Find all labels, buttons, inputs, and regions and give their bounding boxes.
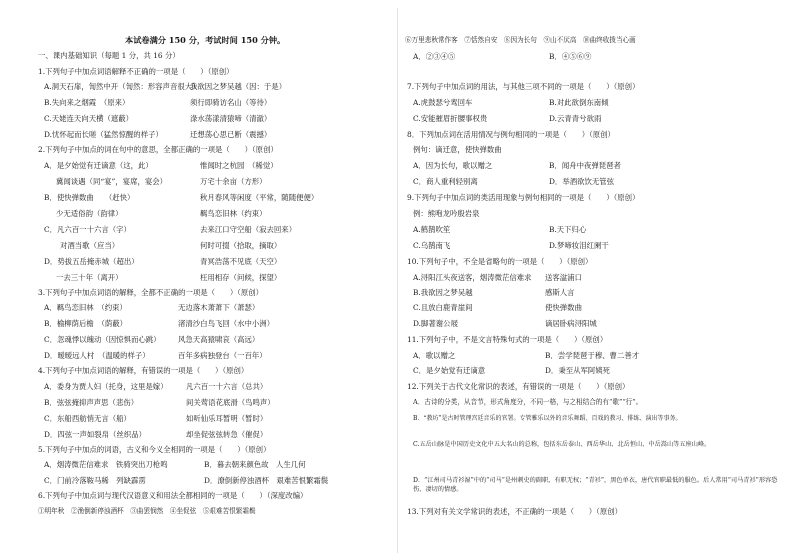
question-12-stem: 12.下列关于古代文化常识的表述，有错误的一项是（ ）（原创） bbox=[407, 382, 630, 391]
right-column bbox=[397, 0, 794, 560]
q5-option-c: C．门前冷落鞍马稀 列缺霹雳 bbox=[44, 476, 146, 485]
q2-option-d2: 青冥浩荡不见底（天空） bbox=[200, 257, 282, 266]
q2-option-c2: 去来江口守空船（寂去回来） bbox=[200, 225, 297, 234]
q1-option-c: C.天姥连天向天横（遮蔽） bbox=[44, 114, 134, 123]
q12-option-a: A．古诗的分类，从音节，形式角度分，不同一格，与之相结合的有“歌”“行”。 bbox=[413, 398, 643, 406]
q2-option-b4: 羁鸟恋旧林（约束） bbox=[200, 209, 267, 218]
q3-option-c2: 风急天高猿啸哀（高远） bbox=[178, 335, 260, 344]
q12-option-b: B．“教坊”是古时管理宫廷音乐的官署。专管雅乐以外的音乐舞蹈、百戏的教习、排练、演出等事务。 bbox=[413, 415, 682, 422]
q6-options-continued: ⑥万里悲秋常作客 ⑦恬然自安 ⑧因为长句 ⑨山不厌高 ⑩曲终收拨当心画 bbox=[405, 36, 636, 44]
q8-option-b: B．闻舟中夜弹琵琶者 bbox=[549, 161, 621, 170]
q1-option-c2: 淥水荡漾清猿啼（清澈） bbox=[190, 114, 272, 123]
q12-option-d: D．“江州司马青衫湿”中的“司马”是州刺史的副职，有职无权；“青衫”，黑色单衣，唐代官职最低的服色。后人常用“司马青衫”形容恐伤、凄切的情感。 bbox=[413, 477, 778, 493]
q7-option-a: A.虎鼓瑟兮鸾回车 bbox=[413, 98, 473, 107]
question-13-stem: 13.下列对有关文学常识的表述，不正确的一项是（ ）（原创） bbox=[407, 507, 622, 516]
q10-option-d: D.脚著谢公屐 bbox=[413, 319, 458, 328]
q2-option-b: B．使快弹数曲 （赶快） bbox=[44, 193, 135, 202]
q8-option-c: C．商人重利轻别离 bbox=[413, 177, 478, 186]
question-10-stem: 10.下列句子中，不全是省略句的一项是（ ）（原创） bbox=[407, 257, 593, 266]
q3-option-a2: 无边落木萧萧下（萧瑟） bbox=[178, 303, 260, 312]
q2-option-c3: 对酒当歌（应当） bbox=[60, 241, 120, 250]
q10-option-a2: 送客湓浦口 bbox=[545, 273, 582, 282]
q5-option-b: B．暮去朝来颜色故 人生几何 bbox=[204, 460, 306, 469]
q12-option-c: C.五岳山脉是中国历史文化中五大名山的总称，包括东岳泰山、西岳华山、北岳恒山、中岳嵩山等五座山峰。 bbox=[413, 441, 711, 448]
q9-option-c: C.乌鹊南飞 bbox=[413, 241, 451, 250]
q11-option-d: D．秉至从军阿姨死 bbox=[545, 366, 611, 375]
q4-option-c2: 如听仙乐耳暂明（暂时） bbox=[186, 414, 268, 423]
q1-option-a: A.洞天石扉，訇然中开（訇然：形容声音很大） bbox=[44, 82, 200, 91]
q10-option-b: B.我欲因之梦吴越 bbox=[413, 288, 473, 297]
q11-option-c: C．是夕始觉有迁谪意 bbox=[413, 366, 486, 375]
q7-option-c: C.安能摧眉折腰事权贵 bbox=[413, 114, 488, 123]
q1-option-d2: 迁想荡心思已断（震撼） bbox=[190, 130, 272, 139]
q1-option-d: D.忧怀起而长嗟（猛然惊醒的样子） bbox=[44, 130, 163, 139]
q5-option-d: D．潦倒新停浊酒杯 艰难苦恨繁霜鬓 bbox=[204, 476, 329, 485]
q4-option-d2: 却坐促弦弦转急（催促） bbox=[186, 430, 268, 439]
q8-option-a: A．因为长句，歌以赠之 bbox=[413, 161, 493, 170]
q3-option-d: D．暧暧远人村 （温暖的样子） bbox=[44, 351, 150, 360]
q11-option-a: A．歌以赠之 bbox=[413, 351, 456, 360]
q10-option-c: C.且放白鹿青崖间 bbox=[413, 303, 473, 312]
question-9-stem: 9.下列句子中加点词的类活用现象与例句相同的一项是（ ）（原创） bbox=[407, 193, 640, 202]
q2-option-b3: 少无适俗韵（韵律） bbox=[56, 209, 123, 218]
q6-options: ①明年秋 ②渔倒新停浊酒杯 ③曲罢悯然 ④坐促弦 ⑤艰难苦恨繁霜鬓 bbox=[38, 507, 256, 515]
q3-option-b: B．榆柳荫后檐 （荫蔽） bbox=[44, 319, 128, 328]
q10-option-a: A.浔阳江头夜送客，烟涛微茫信难求 bbox=[413, 273, 532, 282]
question-6-stem: 6.下列句子中加点词与现代汉语意义和用法全都相同的一项是（ ）（深度改编） bbox=[38, 491, 308, 500]
q3-option-a: A．羁鸟恋旧林 （约束） bbox=[44, 303, 127, 312]
q10-option-c2: 使快弹数曲 bbox=[545, 303, 582, 312]
question-2-stem: 2.下列句子中加点的词在句中的意思，全都正确的一项是（ ）（原创） bbox=[38, 145, 278, 154]
question-1-stem: 1.下列句子中加点词语解释不正确的一项是（ ）（原创） bbox=[38, 67, 234, 76]
question-7-stem: 7.下列句子中加点词的用法，与其他三项不同的一项是（ ）（原创） bbox=[407, 82, 640, 91]
section-title: 一、课内基础知识（每题 1 分，共 16 分） bbox=[38, 51, 180, 60]
q5-option-a: A．烟涛微茫信难求 铁骑突出刀枪鸣 bbox=[44, 460, 168, 469]
q2-option-c4: 何时可掇（拾取，摘取） bbox=[200, 241, 282, 250]
q3-option-b2: 渚清沙白鸟飞回（水中小洲） bbox=[178, 319, 275, 328]
q10-option-d2: 谪居卧病浔阳城 bbox=[545, 319, 597, 328]
q2-option-a3: 冀闻谈遇（同“宴”，宴席，宴会） bbox=[56, 177, 168, 186]
q2-option-a: A．是夕始觉有迁谪意（这，此） bbox=[44, 161, 153, 170]
q7-option-d: D.云青青兮欲雨 bbox=[549, 114, 602, 123]
q4-option-b: B．弦弦掩抑声声思（悲伤） bbox=[44, 398, 139, 407]
q10-option-b2: 感斯人言 bbox=[545, 288, 575, 297]
q2-option-a2: 惟闻时之杭园 （稀觉） bbox=[200, 161, 278, 170]
question-5-stem: 5.下列句子中加点的词语，古义和今义全相同的一项是（ ）（原创） bbox=[38, 445, 271, 454]
q2-option-c: C．凡六百一十六言（字） bbox=[44, 225, 131, 234]
q4-option-a2: 凡六百一十六言（总共） bbox=[186, 382, 268, 391]
q4-option-b2: 间关莺语花底滑（鸟鸣声） bbox=[186, 398, 275, 407]
q8-example: 例句：谪迁意，使快弹数曲 bbox=[413, 145, 502, 154]
q2-option-a4: 万宅十余亩（方形） bbox=[200, 177, 267, 186]
question-8-stem: 8．下列加点词在活用情况与例句相同的一项是（ ）（原创） bbox=[407, 130, 615, 139]
q1-option-b2: 须行即骑访名山（等待） bbox=[190, 98, 272, 107]
q2-option-d3: 一去三十年（离开） bbox=[56, 273, 123, 282]
question-3-stem: 3.下列句子中加点词语的解释，全都不正确的一项是（ ）（原创） bbox=[38, 288, 264, 297]
q2-option-d: D．势拔五岳掩赤城（超出） bbox=[44, 257, 139, 266]
q7-option-b: B.对此欲倒东南倾 bbox=[549, 98, 609, 107]
question-4-stem: 4.下列句子中加点词语的解释，有错误的一项是（ ）（原创） bbox=[38, 366, 249, 375]
q3-option-d2: 百年多病独登台（一百年） bbox=[178, 351, 267, 360]
q6-answer-b: B．④⑤⑥⑨ bbox=[549, 52, 592, 61]
q9-option-b: B.天下归心 bbox=[549, 225, 587, 234]
q8-option-d: D．举酒欲饮无管弦 bbox=[549, 177, 615, 186]
q11-option-b: B．尝学琵琶于穆、曹二善才 bbox=[545, 351, 640, 360]
q4-option-d: D．四弦一声如裂帛（丝织品） bbox=[44, 430, 147, 439]
q1-option-a2: 我欲因之梦吴越（因：于是） bbox=[190, 82, 287, 91]
q1-option-b: B.失向来之烟霞 （原来） bbox=[44, 98, 130, 107]
question-11-stem: 11.下列句子中，不是文言特殊句式的一项是（ ）（原创） bbox=[407, 335, 608, 344]
q2-option-b2: 秋月春风等闲度（平常，随随便便） bbox=[200, 193, 319, 202]
exam-header: 本试卷满分 150 分，考试时间 150 分钟。 bbox=[125, 35, 286, 45]
q9-example: 例：熊咆龙吟殷岩泉 bbox=[413, 209, 480, 218]
q9-option-a: A.鹤鹊吹笙 bbox=[413, 225, 451, 234]
q2-option-d4: 枉用相存（问候，探望） bbox=[200, 273, 282, 282]
q4-option-c: C．东船西舫悄无言（船） bbox=[44, 414, 131, 423]
q3-option-c: C．忽魂悸以魄动（因惊惧而心跳） bbox=[44, 335, 161, 344]
q4-option-a: A．委身为贾人妇（托身，这里是嫁） bbox=[44, 382, 168, 391]
q6-answer-a: A．②③④⑤ bbox=[413, 52, 456, 61]
q9-option-d: D.梦啼妆泪红阑干 bbox=[549, 241, 609, 250]
